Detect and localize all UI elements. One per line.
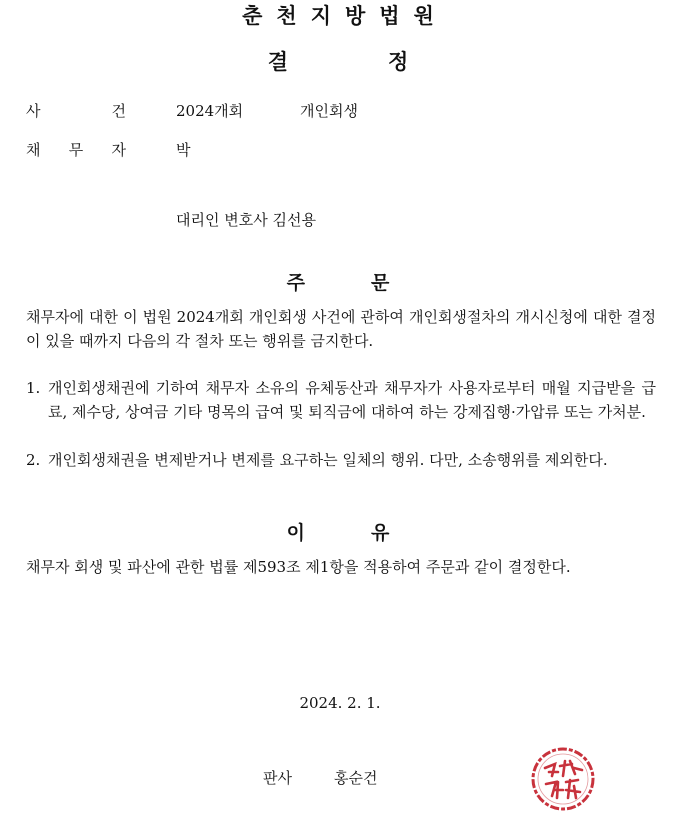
case-label (26, 101, 126, 121)
order-heading: 주문 (286, 272, 456, 294)
document-title: 결정 (267, 50, 509, 74)
debtor-row (26, 140, 646, 160)
order-item-2 (26, 448, 656, 472)
order-item-text: 개인회생채권에 기하여 채무자 소유의 유체동산과 채무자가 사용자로부터 매월 지급받을 급료, 제수당, 상여금 기타 명목의 급여 및 퇴직금에 대하여 하는 강제집행·가압류 또는 가처분. (48, 379, 656, 421)
debtor-name: 박 (176, 141, 191, 159)
order-item-1 (26, 376, 656, 424)
label-char: 채 (26, 141, 41, 159)
order-item-text: 개인회생채권을 변제받거나 변제를 요구하는 일체의 행위. 다만, 소송행위를 제외한다. (48, 451, 608, 469)
label-char: 자 (111, 141, 126, 159)
agent-name: 대리인 변호사 김선용 (176, 211, 316, 229)
debtor-label (26, 140, 126, 160)
court-seal-stamp (530, 746, 596, 812)
label-char: 무 (68, 141, 84, 159)
order-intro: 채무자에 대한 이 법원 2024개회 개인회생 사건에 관하여 개인회생절차의 개시신청에 대한 결정이 있을 때까지 다음의 각 절차 또는 행위를 금지한다. (26, 308, 656, 350)
case-name: 개인회생 (300, 102, 358, 120)
judge-signature-line (263, 767, 377, 788)
judge-name: 홍순건 (333, 769, 378, 787)
case-number: 2024개회 (176, 102, 244, 120)
label-char: 건 (111, 102, 126, 120)
case-row (26, 101, 646, 121)
label-char: 사 (26, 102, 41, 120)
decision-date: 2024. 2. 1. (299, 694, 381, 712)
order-item-number: 1. (26, 379, 41, 397)
court-name: 춘천지방법원 (242, 4, 448, 28)
agent-row (26, 210, 646, 230)
reason-heading: 이유 (286, 522, 456, 544)
reason-text: 채무자 회생 및 파산에 관한 법률 제593조 제1항을 적용하여 주문과 같이 결정한다. (26, 558, 571, 576)
judge-title: 판사 (263, 769, 292, 787)
order-item-number: 2. (26, 451, 41, 469)
